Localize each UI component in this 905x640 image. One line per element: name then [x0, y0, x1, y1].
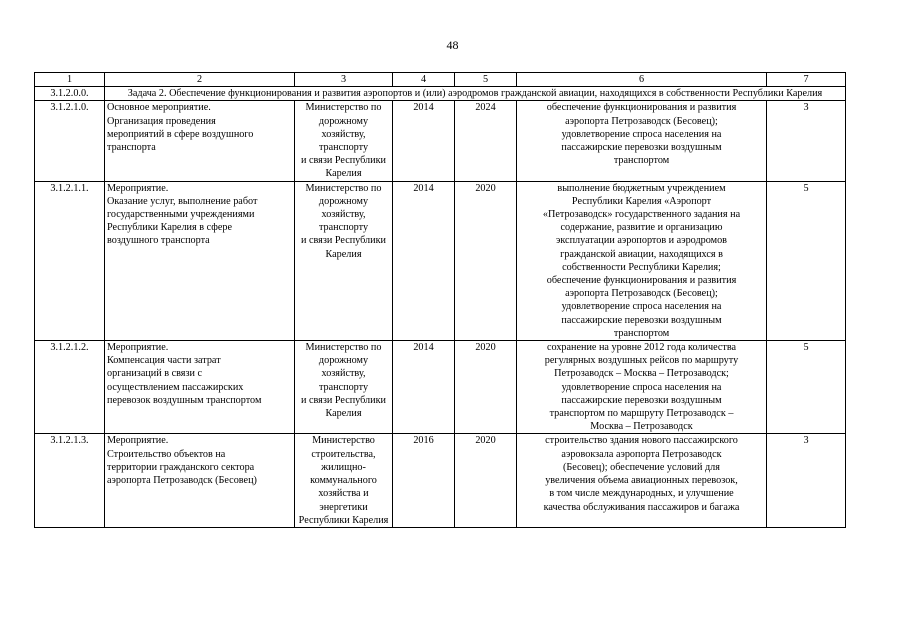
row-code: 3.1.2.1.3.	[35, 434, 105, 527]
row-expected-result: строительство здания нового пассажирского аэровокзала аэропорта Петрозаводск (Бесовец); обеспечение условий для увеличения объема авиационных перевозок, в том числе международных, и улучшение качества обслуживания пассажиров и багажа	[517, 434, 767, 527]
task-title: Задача 2. Обеспечение функционирования и развития аэропортов и (или) аэродромов гражданской авиации, находящихся в собственности Республики Карелия	[105, 87, 846, 101]
row-activity-name: Основное мероприятие. Организация проведения мероприятий в сфере воздушного транспорта	[105, 101, 295, 181]
table-row	[35, 434, 846, 527]
row-executor: Министерство строительства, жилищно- коммунального хозяйства и энергетики Республики Карелия	[295, 434, 393, 527]
row-start-year: 2014	[393, 341, 455, 434]
row-expected-result: сохранение на уровне 2012 года количества регулярных воздушных рейсов по маршруту Петрозаводск – Москва – Петрозаводск; удовлетворение спроса населения на пассажирские перевозки воздушным транспортом по маршруту Петрозаводск – Москва – Петрозаводск	[517, 341, 767, 434]
row-indicator-link: 5	[767, 341, 846, 434]
row-code: 3.1.2.1.1.	[35, 181, 105, 340]
row-activity-name: Мероприятие. Компенсация части затрат организаций в связи с осуществлением пассажирских перевозок воздушным транспортом	[105, 341, 295, 434]
table-row	[35, 101, 846, 181]
row-end-year: 2024	[455, 101, 517, 181]
column-header-3: 3	[295, 73, 393, 87]
row-executor: Министерство по дорожному хозяйству, транспорту и связи Республики Карелия	[295, 101, 393, 181]
row-end-year: 2020	[455, 181, 517, 340]
column-header-5: 5	[455, 73, 517, 87]
column-header-6: 6	[517, 73, 767, 87]
row-end-year: 2020	[455, 341, 517, 434]
task-code: 3.1.2.0.0.	[35, 87, 105, 101]
row-start-year: 2014	[393, 181, 455, 340]
row-start-year: 2016	[393, 434, 455, 527]
row-executor: Министерство по дорожному хозяйству, транспорту и связи Республики Карелия	[295, 181, 393, 340]
row-executor: Министерство по дорожному хозяйству, транспорту и связи Республики Карелия	[295, 341, 393, 434]
task-row	[35, 87, 846, 101]
row-indicator-link: 3	[767, 101, 846, 181]
row-indicator-link: 3	[767, 434, 846, 527]
row-activity-name: Мероприятие. Оказание услуг, выполнение работ государственными учреждениями Республики Карелия в сфере воздушного транспорта	[105, 181, 295, 340]
column-header-2: 2	[105, 73, 295, 87]
page-number: 48	[446, 38, 459, 52]
row-code: 3.1.2.1.2.	[35, 341, 105, 434]
row-expected-result: обеспечение функционирования и развития аэропорта Петрозаводск (Бесовец); удовлетворение спроса населения на пассажирские перевозки воздушным транспортом	[517, 101, 767, 181]
row-start-year: 2014	[393, 101, 455, 181]
row-end-year: 2020	[455, 434, 517, 527]
row-activity-name: Мероприятие. Строительство объектов на территории гражданского сектора аэропорта Петрозаводск (Бесовец)	[105, 434, 295, 527]
column-header-7: 7	[767, 73, 846, 87]
table-row	[35, 181, 846, 340]
table-row	[35, 341, 846, 434]
header-row	[35, 73, 846, 87]
row-code: 3.1.2.1.0.	[35, 101, 105, 181]
column-header-1: 1	[35, 73, 105, 87]
row-indicator-link: 5	[767, 181, 846, 340]
row-expected-result: выполнение бюджетным учреждением Республики Карелия «Аэропорт «Петрозаводск» государственного задания на содержание, развитие и организацию эксплуатации аэропортов и аэродромов гражданской авиации, находящихся в собственности Республики Карелия; обеспечение функционирования и развития аэропорта Петрозаводск (Бесовец); удовлетворение спроса населения на пассажирские перевозки воздушным транспортом	[517, 181, 767, 340]
column-header-4: 4	[393, 73, 455, 87]
program-table	[34, 72, 846, 528]
